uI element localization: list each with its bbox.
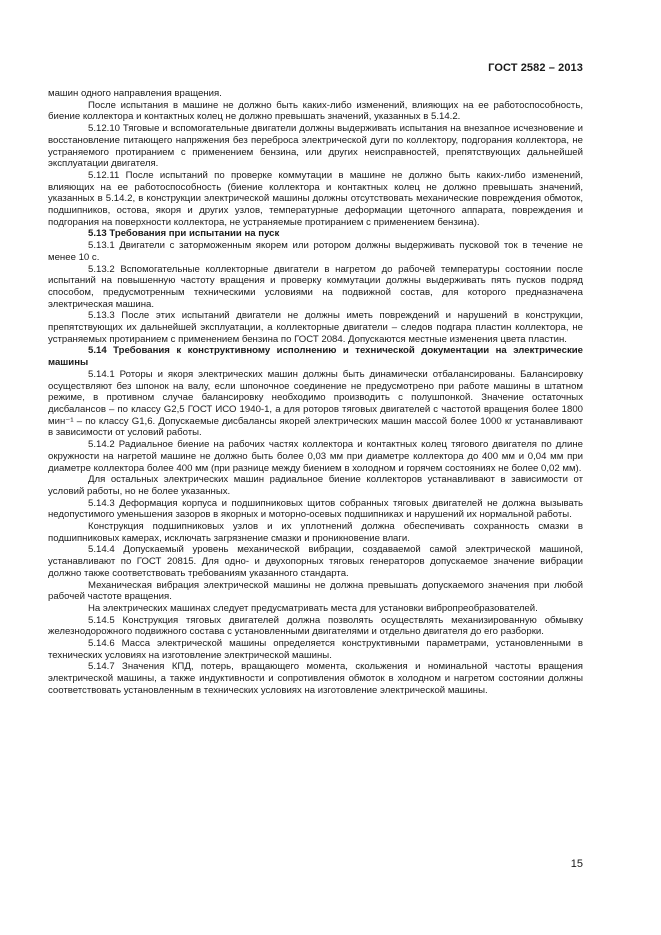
paragraph: 5.13.1 Двигатели с заторможенным якорем или ротором должны выдерживать пусковой ток в течение не менее 10 с.: [48, 240, 583, 263]
paragraph: Механическая вибрация электрической машины не должна превышать допускаемого значения при любой рабочей частоте вращения.: [48, 579, 583, 603]
paragraph: 5.13.2 Вспомогательные коллекторные двигатели в нагретом до рабочей температуры состоянии после испытаний на повышенную частоту вращения и проверку коммутации должны выдерживать пять пусков подряд способом, предусмотренным техническими условиями на подвижной состав, для которого предназначена электрическая машина.: [48, 263, 583, 310]
document-body: [48, 88, 583, 697]
paragraph: Для остальных электрических машин радиальное биение коллекторов устанавливают в зависимости от условий работы, но не более указанных.: [48, 474, 583, 497]
paragraph: На электрических машинах следует предусматривать места для установки вибропреобразователей.: [88, 602, 538, 614]
paragraph: 5.14.5 Конструкция тяговых двигателей должна позволять осуществлять механизированную обмывку железнодорожного подвижного состава с установленными двигателями и отдельно двигателя до его разборки.: [48, 614, 583, 638]
paragraph: 5.13.3 После этих испытаний двигатели не должны иметь повреждений и нарушений в конструкции, препятствующих их дальнейшей эксплуатации, а коллекторные двигатели – следов подгара пластин коллектора, не устраняемых протиранием с применением бензина по ГОСТ 2084. Допускаются местные изменения цвета пластин.: [48, 310, 583, 345]
paragraph: 5.14.1 Роторы и якоря электрических машин должны быть динамически отбалансированы. Балансировку осуществляют без шпонок на валу, если шпоночное соединение не предусмотрено при работе машины в штатном режиме, в противном случае балансировку необходимо производить с полушпонкой. Значение остаточных дисбалансов – по классу G2,5 ГОСТ ИСО 1940-1, а для роторов тяговых двигателей с частотой вращения более 1800 мин⁻¹ – по классу G1,6. Допускаемые дисбалансы якорей электрических машин массой более 1000 кг устанавливают в зависимости от условий работы.: [48, 368, 583, 439]
paragraph: 5.14.7 Значения КПД, потерь, вращающего момента, скольжения и номинальной частоты вращения электрической машины, а также индуктивности и сопротивления обмоток в холодном и нагретом состоянии должны соответствовать установленным в технических условиях на изготовление электрической машины.: [48, 661, 583, 696]
section-heading: 5.14 Требования к конструктивному исполнению и технической документации на электрические машины: [48, 345, 583, 369]
paragraph: машин одного направления вращения.: [48, 88, 222, 99]
paragraph: 5.14.2 Радиальное биение на рабочих частях коллектора и контактных колец тягового двигателя по длине окружности на нагретой машине не должно быть более 0,03 мм при диаметре коллектора до 400 мм и 0,04 мм при диаметре коллектора более 400 мм (при разнице между биением в холодном и горячем состояниях не более 0,02 мм).: [48, 439, 583, 474]
standard-designation: ГОСТ 2582 – 2013: [488, 62, 583, 74]
paragraph: 5.14.3 Деформация корпуса и подшипниковых щитов собранных тяговых двигателей не должна вызывать недопустимого уменьшения зазоров в якорных и моторно-осевых подшипниках и нарушений их нормальной работы.: [48, 497, 583, 521]
page-number: 15: [570, 858, 583, 870]
paragraph: 5.12.10 Тяговые и вспомогательные двигатели должны выдерживать испытания на внезапное исчезновение и восстановление питающего напряжения без переброса электрической дуги по коллектору, подгорания коллектора, не устраняемого протиранием с применением бензина, или других неисправностей, препятствующих дальнейшей эксплуатации двигателя.: [48, 123, 583, 170]
section-heading: 5.13 Требования при испытании на пуск: [88, 228, 280, 240]
paragraph: 5.14.4 Допускаемый уровень механической вибрации, создаваемой самой электрической машиной, устанавливают по ГОСТ 20815. Для одно- и двухопорных тяговых генераторов допускаемое значение вибрации должно также соответствовать требованиям указанного стандарта.: [48, 544, 583, 579]
paragraph: После испытания в машине не должно быть каких-либо изменений, влияющих на ее работоспособность, биение коллектора и контактных колец не должно превышать значений, указанных в 5.14.2.: [48, 99, 583, 123]
paragraph: 5.12.11 После испытаний по проверке коммутации в машине не должно быть каких-либо изменений, влияющих на ее работоспособность (биение коллектора и контактных колец не должно превышать значений, указанных в 5.14.2, в конструкции электрической машины должны отсутствовать механические повреждения обмоток, подшипников, остова, якоря и других узлов, температурные деформации щеточного аппарата, повреждения и подгорания на поверхности коллектора, не устраняемые протиранием с применением бензина).: [48, 169, 583, 228]
paragraph: Конструкция подшипниковых узлов и их уплотнений должна обеспечивать сохранность смазки в подшипниковых камерах, исключать загрязнение смазки и проникновение влаги.: [48, 521, 583, 544]
paragraph: 5.14.6 Масса электрической машины определяется конструктивными параметрами, установленными в технических условиях на изготовление электрической машины.: [48, 638, 583, 661]
